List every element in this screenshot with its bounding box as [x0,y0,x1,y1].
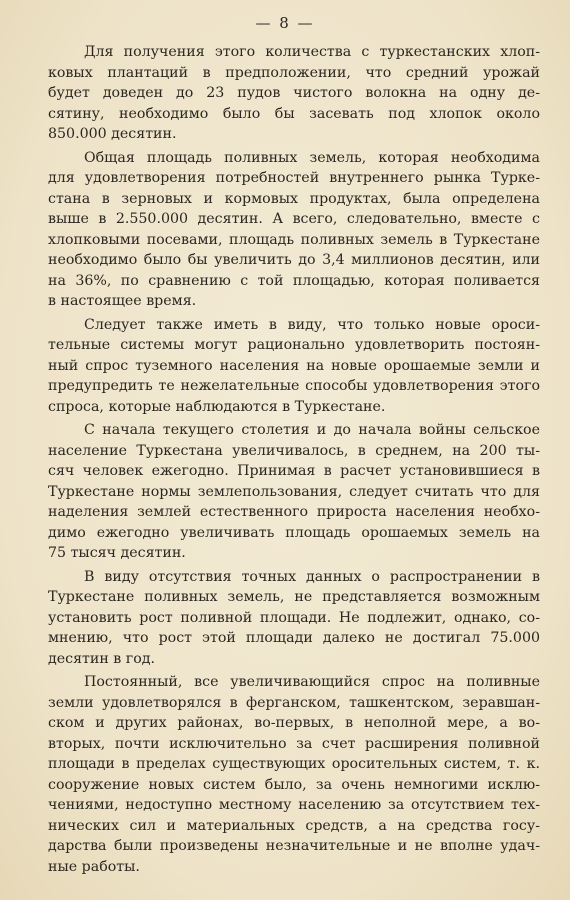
paragraph [48,672,540,877]
text-line: десятин в год. [48,650,156,667]
text-line: стана в зерновых и кормовых продуктах, была определена [48,190,540,207]
text-line: димо ежегодно увеличивать площадь орошаемых земель на [48,524,540,541]
text-line: сяч человек ежегодно. Принимая в расчет установившиеся в [48,463,540,479]
text-line: Общая площадь поливных земель, которая необходима [84,149,540,166]
text-line: население Туркестана увеличивалось, в среднем, на 200 ты- [48,442,540,459]
text-line: предупредить те нежелательные способы удовлетворения этого [48,378,540,394]
text-line: ный спрос туземного населения на новые орошаемые земли и [48,357,540,374]
text-line: мнению, что рост этой площади далеко не достигал 75.000 [48,630,540,646]
text-line: Следует также иметь в виду, что только новые ороси- [84,316,540,333]
text-line: С начала текущего столетия и до начала войны сельское [84,422,540,438]
text-line: необходимо было бы увеличить до 3,4 миллионов десятин, или [48,252,540,268]
text-line: в настоящее время. [48,293,197,309]
text-line: 75 тысяч десятин. [48,545,186,561]
text-line: установить рост поливной площади. Не подлежит, однако, со- [48,609,540,626]
text-line: В виду отсутствия точных данных о распространении в [84,568,540,585]
text-line: вторых, почти исключительно за счет расширения поливной [48,735,540,752]
text-line: сооружение новых систем было, за очень немногими исклю- [48,776,540,793]
text-line: нических сил и материальных средств, а на средства госу- [48,817,540,834]
text-line: Постоянный, все увеличивающийся спрос на поливные [84,674,540,690]
text-line: наделения землей естественного прироста населения необхо- [48,504,540,520]
text-line: 850.000 десятин. [48,126,177,142]
text-line: хлопковыми посевами, площадь поливных земель в Туркестане [48,231,540,248]
text-line: площади в пределах существующих оросительных систем, т. к. [48,756,540,772]
paragraph [48,315,540,418]
text-line: ные работы. [48,858,140,875]
text-line: для удовлетворения потребностей внутреннего рынка Турке- [48,170,540,186]
text-line: выше в 2.550.000 десятин. А всего, следовательно, вместе с [48,211,540,227]
paragraph [48,42,540,145]
text-line: будет доведен до 23 пудов чистого волокна на одну де- [48,85,540,101]
text-line: ковых плантаций в предположении, что средний урожай [48,64,540,81]
text-line: спроса, которые наблюдаются в Туркестане. [48,398,386,415]
text-line: Для получения этого количества с туркестанских хлоп- [84,44,540,60]
text-line: Туркестане нормы землепользования, следует считать что для [48,483,540,500]
paragraph [48,567,540,670]
paragraph [48,420,540,564]
text-line: чениями, недоступно местному населению за отсутствием тех- [48,797,540,813]
text-line: сятину, необходимо было бы засевать под хлопок около [48,105,540,122]
text-line: тельные системы могут рационально удовлетворить постоян- [48,337,540,353]
text-line: ском и других районах, во-первых, в неполной мере, а во- [48,715,540,731]
text-line: дарства были произведены незначительные и не вполне удач- [48,838,540,854]
text-line: Туркестане поливных земель, не представляется возможным [48,589,540,605]
paragraph [48,148,540,312]
text-line: земли удовлетворялся в ферганском, ташкентском, зеравшан- [48,694,540,711]
page-number: — 8 — [255,14,315,32]
text-line: на 36%, по сравнению с той площадью, которая поливается [48,272,540,289]
body-text [48,42,540,877]
